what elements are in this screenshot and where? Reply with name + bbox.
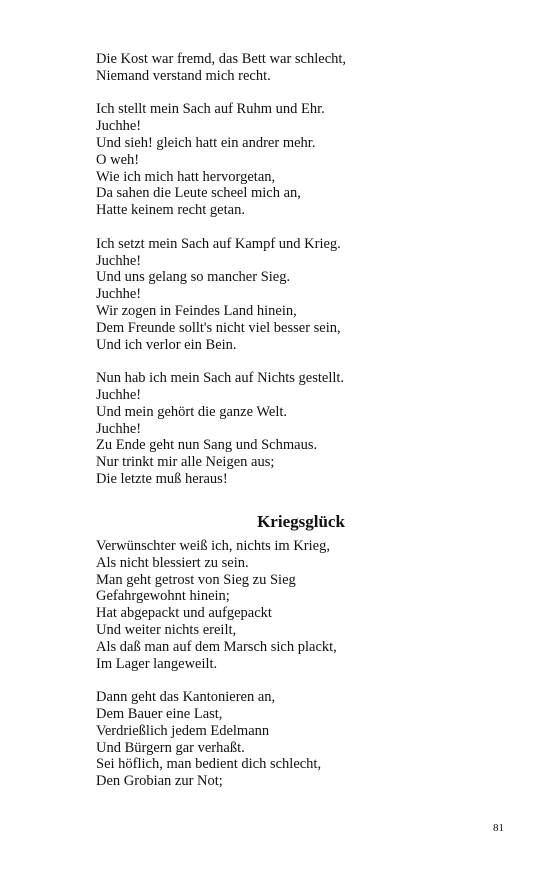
verse-line: Als daß man auf dem Marsch sich plackt, [96, 638, 337, 655]
poem-vanitas-continued [96, 51, 496, 488]
verse-line: Die Kost war fremd, das Bett war schlecht, [96, 51, 347, 67]
poem-kriegsglueck [96, 538, 496, 790]
verse-line: Juchhe! [96, 118, 142, 135]
verse-line: Gefahrgewohnt hinein; [96, 588, 230, 605]
verse-line: Nun hab ich mein Sach auf Nichts gestellt. [96, 370, 345, 387]
verse-line: Und ich verlor ein Bein. [96, 336, 237, 353]
verse-line: Als nicht blessiert zu sein. [96, 554, 249, 571]
page-number: 81 [493, 822, 504, 834]
stanza [96, 51, 496, 85]
verse-line: Juchhe! [96, 420, 142, 437]
verse-line: Nur trinkt mir alle Neigen aus; [96, 454, 275, 471]
verse-line: Verwünschter weiß ich, nichts im Krieg, [96, 538, 330, 554]
verse-line: Niemand verstand mich recht. [96, 67, 271, 84]
verse-line: Dem Freunde sollt's nicht viel besser sein, [96, 319, 341, 336]
verse-line: Den Grobian zur Not; [96, 773, 223, 790]
stanza [96, 689, 496, 790]
stanza [96, 370, 496, 488]
stanza [96, 101, 496, 219]
verse-line: Und weiter nichts ereilt, [96, 621, 237, 638]
verse-line: Juchhe! [96, 386, 142, 403]
stanza [96, 236, 496, 354]
verse-line: Hatte keinem recht getan. [96, 202, 245, 219]
verse-line: O weh! [96, 151, 140, 168]
verse-line: Hat abgepackt und aufgepackt [96, 605, 272, 622]
verse-line: Juchhe! [96, 252, 142, 269]
verse-line: Im Lager langeweilt. [96, 655, 218, 672]
verse-line: Man geht getrost von Sieg zu Sieg [96, 571, 296, 588]
verse-line: Die letzte muß heraus! [96, 470, 228, 487]
verse-line: Ich setzt mein Sach auf Kampf und Krieg. [96, 235, 341, 252]
verse-line: Wie ich mich hatt hervorgetan, [96, 168, 276, 185]
verse-line: Wir zogen in Feindes Land hinein, [96, 302, 297, 319]
verse-line: Juchhe! [96, 286, 142, 303]
poem-title: Kriegsglück [257, 512, 345, 531]
verse-line: Und sieh! gleich hatt ein andrer mehr. [96, 134, 316, 151]
verse-line: Dem Bauer eine Last, [96, 705, 223, 722]
verse-line: Und Bürgern gar verhaßt. [96, 739, 245, 756]
verse-line: Und mein gehört die ganze Welt. [96, 403, 288, 420]
stanza [96, 538, 496, 672]
verse-line: Da sahen die Leute scheel mich an, [96, 185, 301, 202]
verse-line: Ich stellt mein Sach auf Ruhm und Ehr. [96, 101, 325, 118]
verse-line: Sei höflich, man bedient dich schlecht, [96, 756, 322, 773]
verse-line: Verdrießlich jedem Edelmann [96, 722, 270, 739]
verse-line: Und uns gelang so mancher Sieg. [96, 269, 291, 286]
verse-line: Dann geht das Kantonieren an, [96, 689, 276, 706]
verse-line: Zu Ende geht nun Sang und Schmaus. [96, 437, 318, 454]
